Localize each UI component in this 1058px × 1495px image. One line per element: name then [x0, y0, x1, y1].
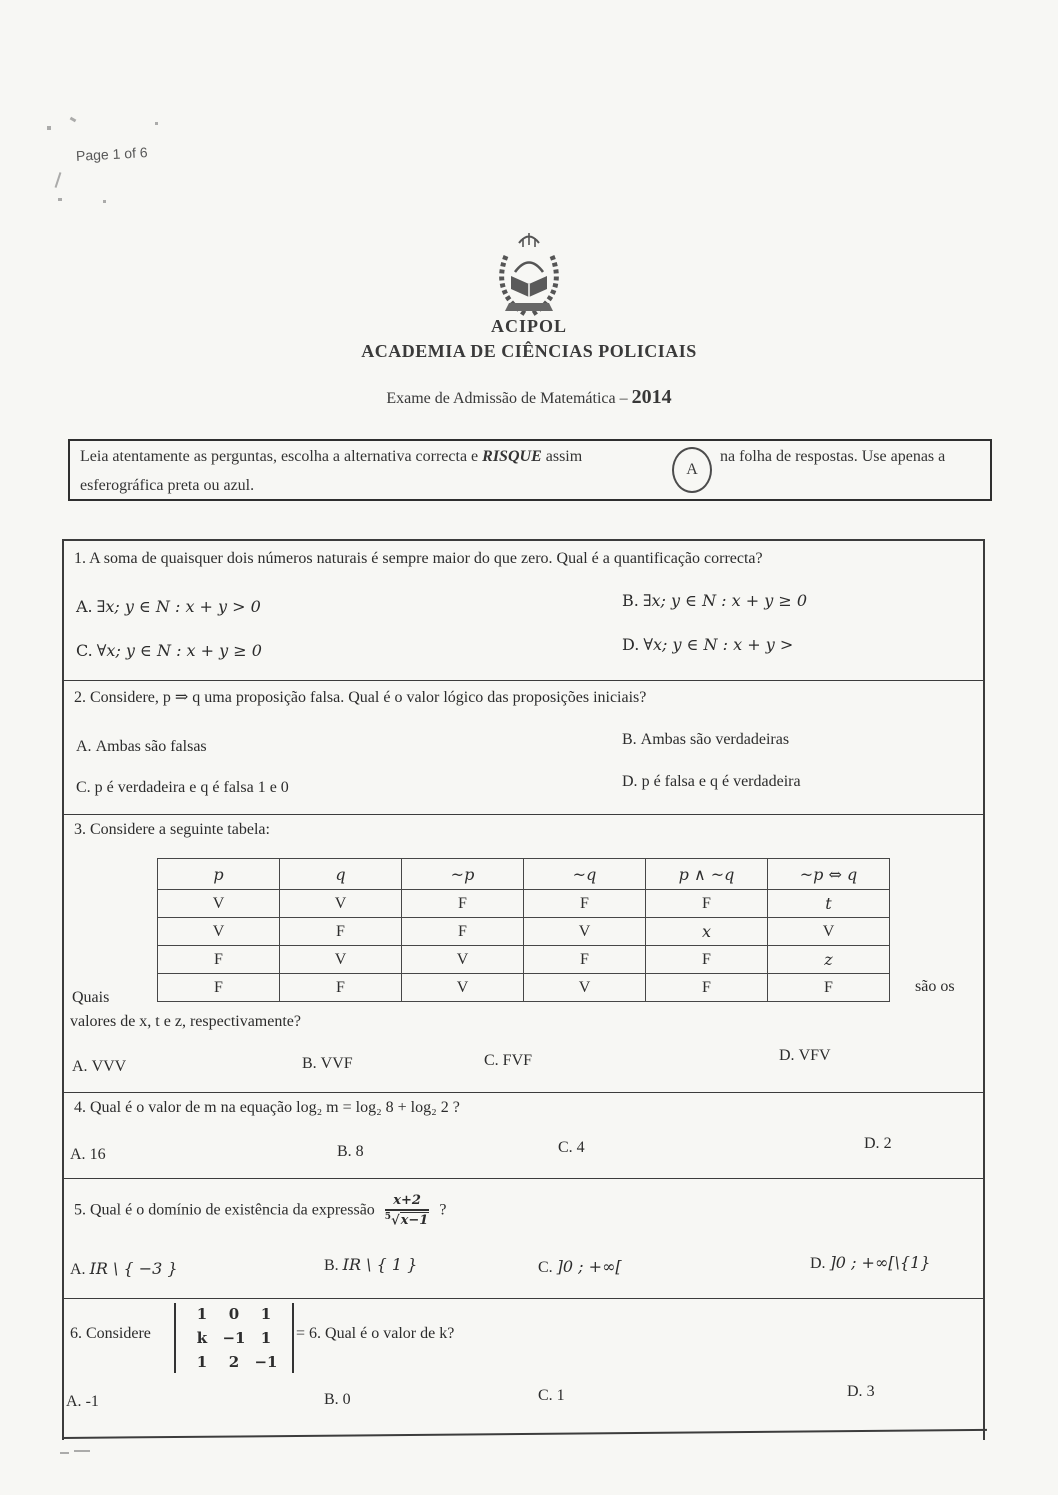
- question-2-option-b: B. Ambas são verdadeiras: [622, 731, 790, 748]
- fraction-expression: [385, 1193, 430, 1228]
- exam-year: 2014: [631, 386, 672, 408]
- question-4-option-a: A. 16: [70, 1146, 106, 1163]
- questions-box: [62, 539, 985, 1440]
- question-2-text: 2. Considere, p ⇒ q uma proposição falsa. Qual é o valor lógico das proposições iniciais?: [74, 689, 647, 706]
- instructions-line2: esferográfica preta ou azul.: [80, 477, 255, 494]
- question-6-option-c: C. 1: [538, 1387, 565, 1404]
- fraction-numerator: x+2: [385, 1193, 430, 1211]
- truth-table-row: F F V V F F: [158, 974, 890, 1002]
- question-1-option-b: B. ∃x; y ∈ N : x + y ≥ 0: [622, 591, 808, 610]
- instructions-line1-left: Leia atentamente as perguntas, escolha a alternativa correcta e RISQUE assim: [80, 448, 583, 465]
- truth-table-row: V F F V x V: [158, 918, 890, 946]
- question-5-text: 5. Qual é o domínio de existência da expressão $\frac{x+2}{^5√x-1}$ ?: [74, 1193, 447, 1229]
- scan-artifact: [74, 1450, 90, 1452]
- question-3-option-c: C. FVF: [484, 1052, 533, 1069]
- question-4-text: 4. Qual é o valor de m na equação log₂ m = log₂ 8 + log₂ 2 ?: [74, 1099, 460, 1116]
- question-6-after-matrix: = 6. Qual é o valor de k?: [296, 1325, 455, 1342]
- question-6-option-b: B. 0: [324, 1391, 351, 1408]
- question-6-option-a: A. -1: [66, 1393, 99, 1410]
- question-6-option-d: D. 3: [847, 1383, 875, 1400]
- org-name: ACADEMIA DE CIÊNCIAS POLICIAIS: [361, 341, 697, 361]
- question-4-option-d: D. 2: [864, 1135, 892, 1152]
- question-4: [64, 1092, 983, 1178]
- risque-emphasis: RISQUE: [482, 448, 542, 465]
- question-3-option-a: A. VVV: [72, 1058, 127, 1075]
- question-3-text2: valores de x, t e z, respectivamente?: [70, 1013, 301, 1030]
- question-4-option-c: C. 4: [558, 1139, 585, 1156]
- question-5-option-a: A. IR \ { −3 }: [70, 1259, 178, 1278]
- question-1-option-d: D. ∀x; y ∈ N : x + y >: [622, 635, 794, 654]
- instructions-line1-right: na folha de respostas. Use apenas a: [720, 448, 946, 465]
- instructions-box: [68, 439, 992, 501]
- question-1: [64, 541, 983, 680]
- question-3-wrap-left: Quais: [72, 989, 110, 1006]
- exam-title: Exame de Admissão de Matemática –: [386, 390, 628, 407]
- scan-artifact: [70, 117, 77, 123]
- org-acronym: ACIPOL: [490, 316, 567, 336]
- matrix-row: k −1 1: [196, 1329, 272, 1347]
- question-2-option-c: C. p é verdadeira e q é falsa 1 e 0: [76, 779, 289, 796]
- exam-title-line: [0, 386, 1058, 409]
- question-2: [64, 680, 983, 814]
- question-5-option-d: D. ]0 ; +∞[\{1}: [810, 1253, 931, 1272]
- question-3-option-b: B. VVF: [302, 1055, 353, 1072]
- scan-artifact: [103, 200, 106, 203]
- question-4-option-b: B. 8: [337, 1143, 364, 1160]
- question-2-option-a: A. Ambas são falsas: [76, 738, 207, 755]
- question-1-option-a: A. ∃x; y ∈ N : x + y > 0: [76, 597, 261, 616]
- academy-crest-emblem-icon: [489, 226, 569, 327]
- scan-artifact: [60, 1452, 69, 1454]
- question-3: [64, 814, 983, 1092]
- truth-table-row: V V F F F t: [158, 890, 890, 918]
- question-1-option-c: C. ∀x; y ∈ N : x + y ≥ 0: [76, 641, 262, 660]
- scan-artifact: [47, 126, 51, 130]
- question-5: [64, 1178, 983, 1298]
- truth-table-header-row: p q ~p ~q p ∧ ~q ~p ⇔ q: [158, 859, 890, 890]
- fraction-denominator: $^5$√x−1: [384, 1212, 429, 1229]
- question-6: [64, 1298, 983, 1440]
- truth-table: [157, 858, 890, 1002]
- question-3-text: 3. Considere a seguinte tabela:: [74, 821, 270, 838]
- question-3-option-d: D. VFV: [779, 1047, 831, 1064]
- question-3-wrap-right: são os: [915, 978, 955, 995]
- truth-table-row: F V V F F z: [158, 946, 890, 974]
- matrix-row: 1 2 −1: [196, 1353, 278, 1371]
- matrix-row: 1 0 1: [196, 1305, 272, 1323]
- question-5-option-c: C. ]0 ; +∞[: [538, 1257, 622, 1276]
- question-5-option-b: B. IR \ { 1 }: [324, 1255, 418, 1274]
- question-6-intro: 6. Considere: [70, 1325, 151, 1342]
- question-1-text: 1. A soma de quaisquer dois números naturais é sempre maior do que zero. Qual é a quantificação correcta?: [74, 550, 763, 567]
- determinant-matrix: [174, 1303, 294, 1373]
- scan-artifact: [155, 122, 158, 125]
- scan-artifact: [58, 198, 62, 201]
- question-2-option-d: D. p é falsa e q é verdadeira: [622, 773, 801, 790]
- answer-mark-example-circle: A: [672, 447, 712, 493]
- scan-artifact: [55, 172, 62, 188]
- page-number-label: Page 1 of 6: [75, 144, 148, 164]
